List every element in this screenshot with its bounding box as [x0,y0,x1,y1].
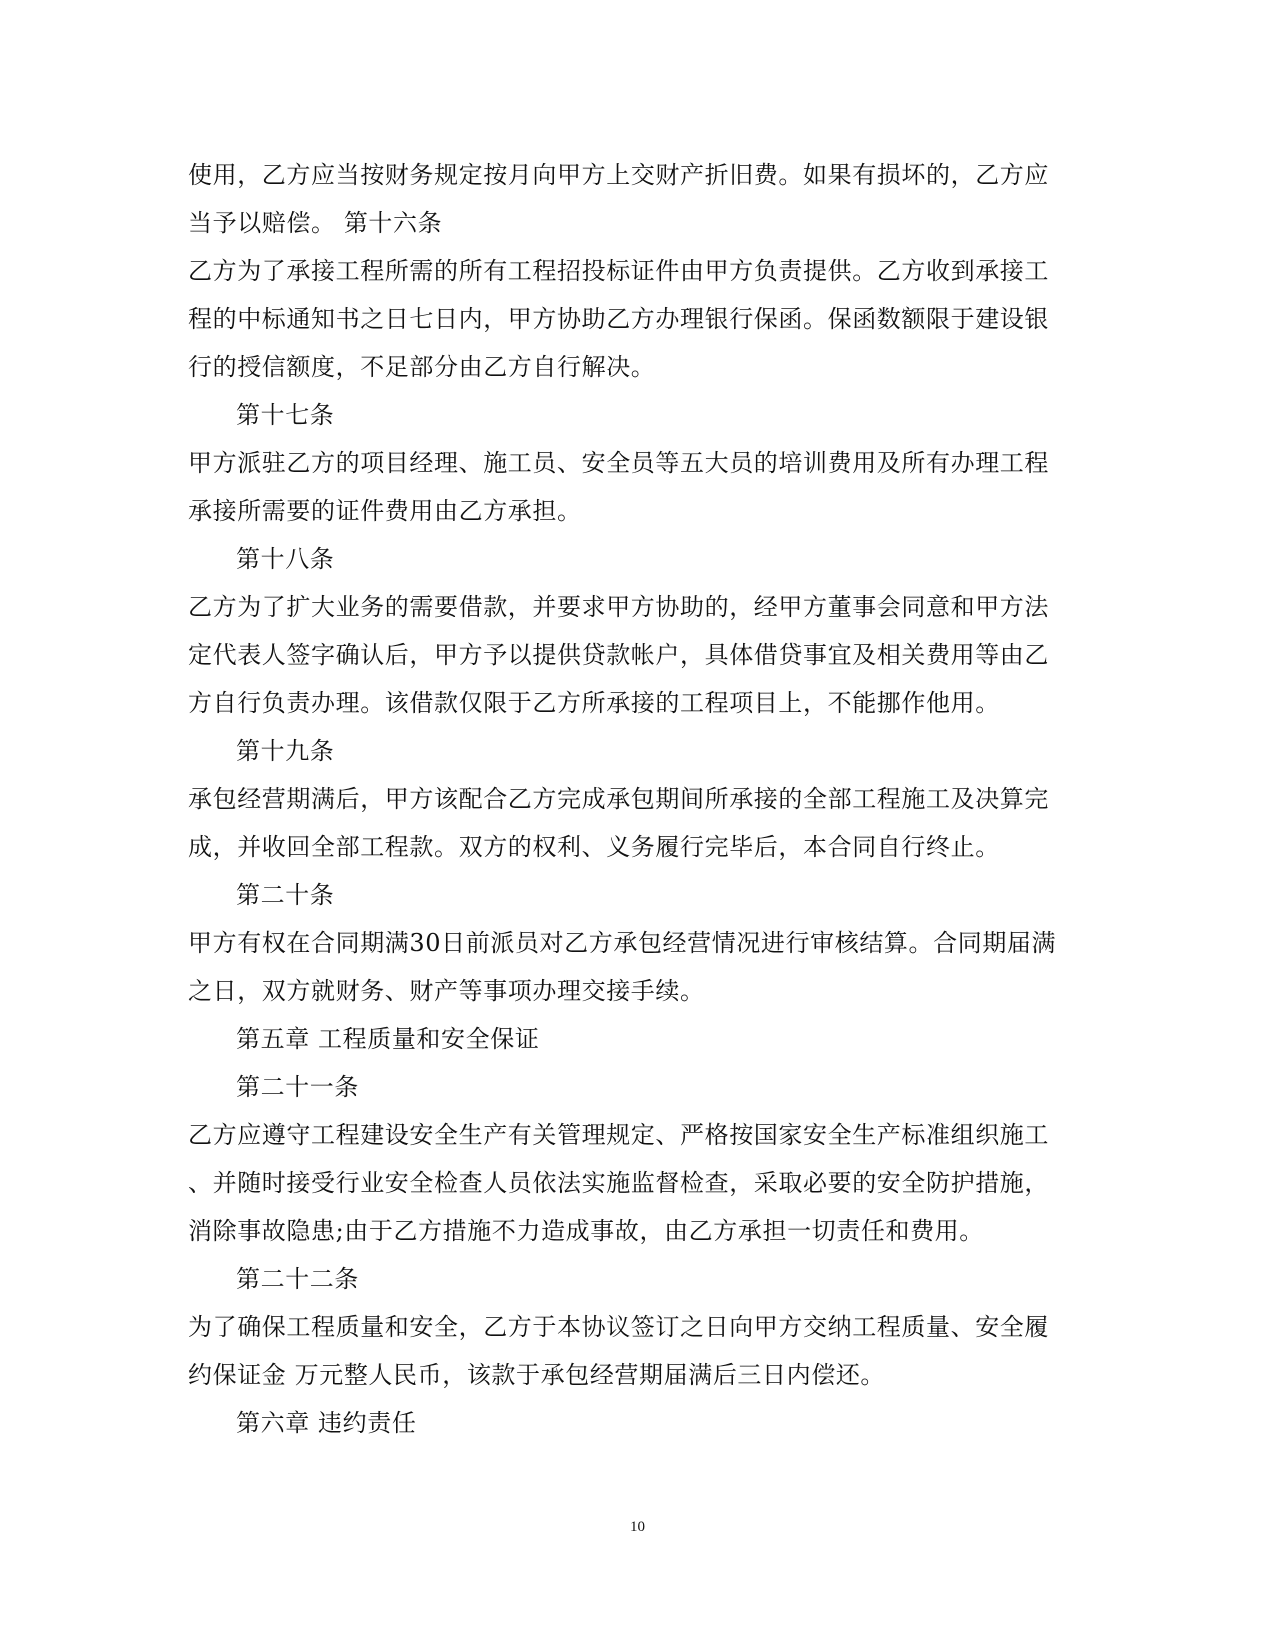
body-text-line: 使用，乙方应当按财务规定按月向甲方上交财产折旧费。如果有损坏的，乙方应 [188,161,1049,189]
page-number: 10 [630,1519,645,1535]
body-text-line: 当予以赔偿。 第十六条 [188,209,443,237]
article-heading: 第二十条 [236,881,335,909]
body-text-line: 方自行负责办理。该借款仅限于乙方所承接的工程项目上，不能挪作他用。 [188,689,1000,717]
body-text-line: 约保证金 万元整人民币，该款于承包经营期届满后三日内偿还。 [188,1361,886,1389]
article-heading: 第十七条 [236,401,335,429]
body-text-line: 成，并收回全部工程款。双方的权利、义务履行完毕后，本合同自行终止。 [188,833,1000,861]
article-heading: 第十八条 [236,545,335,573]
article-heading: 第二十二条 [236,1265,359,1293]
body-text-line: 承接所需要的证件费用由乙方承担。 [188,497,582,525]
body-text-line: 甲方有权在合同期满30日前派员对乙方承包经营情况进行审核结算。合同期届满 [188,929,1057,957]
body-text-line: 之日，双方就财务、财产等事项办理交接手续。 [188,977,705,1005]
body-text-line: 定代表人签字确认后，甲方予以提供贷款帐户，具体借贷事宜及相关费用等由乙 [188,641,1049,669]
body-text-line: 乙方为了扩大业务的需要借款，并要求甲方协助的，经甲方董事会同意和甲方法 [188,593,1049,621]
body-text-line: 、并随时接受行业安全检查人员依法实施监督检查，采取必要的安全防护措施， [188,1169,1049,1197]
chapter-heading: 第六章 违约责任 [236,1409,417,1437]
body-text-line: 消除事故隐患;由于乙方措施不力造成事故，由乙方承担一切责任和费用。 [188,1217,984,1245]
article-heading: 第十九条 [236,737,335,765]
chapter-heading: 第五章 工程质量和安全保证 [236,1025,540,1053]
document-body [188,151,1068,1447]
article-heading: 第二十一条 [236,1073,359,1101]
body-text-line: 承包经营期满后，甲方该配合乙方完成承包期间所承接的全部工程施工及决算完 [188,785,1049,813]
body-text-line: 为了确保工程质量和安全，乙方于本协议签订之日向甲方交纳工程质量、安全履 [188,1313,1049,1341]
body-text-line: 行的授信额度，不足部分由乙方自行解决。 [188,353,656,381]
body-text-line: 乙方应遵守工程建设安全生产有关管理规定、严格按国家安全生产标准组织施工 [188,1121,1049,1149]
body-text-line: 程的中标通知书之日七日内，甲方协助乙方办理银行保函。保函数额限于建设银 [188,305,1049,333]
body-text-line: 乙方为了承接工程所需的所有工程招投标证件由甲方负责提供。乙方收到承接工 [188,257,1049,285]
body-text-line: 甲方派驻乙方的项目经理、施工员、安全员等五大员的培训费用及所有办理工程 [188,449,1049,477]
